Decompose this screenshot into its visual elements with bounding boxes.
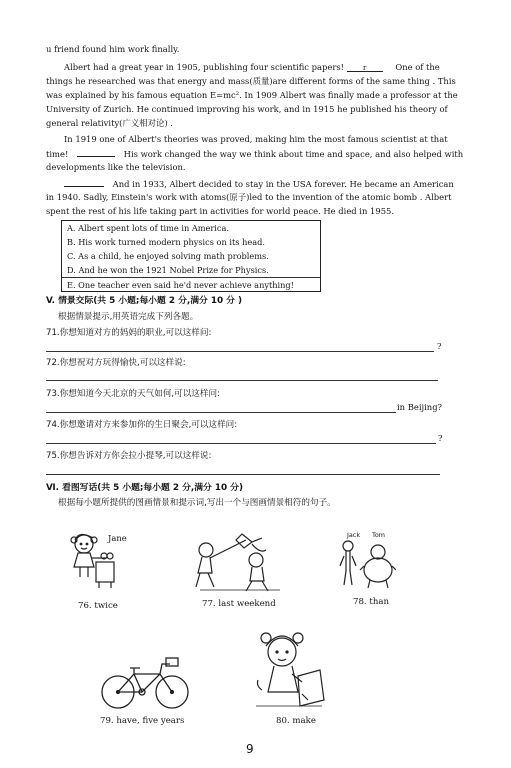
passage-line: things he researched was that energy and mass(质量)are different forms of the same thing . This — [46, 76, 456, 86]
page-number: 9 — [246, 742, 254, 756]
passage-text: time! — [46, 149, 69, 159]
passage-line — [64, 62, 445, 73]
answer-line-74[interactable] — [46, 443, 436, 444]
passage-line: general relativity(广义相对论) . — [46, 118, 173, 128]
answer-line-73[interactable] — [46, 412, 396, 413]
option-a: A. Albert spent lots of time in America. — [67, 223, 229, 233]
passage-line — [64, 178, 454, 190]
bicycle-icon — [100, 656, 190, 712]
option-e: E. One teacher even said he'd never achieve anything! — [67, 280, 294, 290]
passage-line: was explained by his famous equation E=mc². In 1909 Albert was finally made a professor at the — [46, 90, 458, 100]
question-75: 75.你想告诉对方你会拉小提琴,可以这样说: — [46, 451, 212, 461]
passage-text: One of the — [395, 62, 440, 72]
passage-line: In 1919 one of Albert's theories was proved, making him the most famous scientist at that — [64, 134, 448, 144]
section-5-instruction: 根据情景提示,用英语完成下列各题。 — [58, 312, 199, 322]
section-5-title: V. 情景交际(共 5 小题;每小题 2 分,满分 10 分 ) — [46, 296, 243, 306]
label-jane: Jane — [108, 533, 127, 543]
picture-80-girl-making — [252, 628, 328, 712]
question-74-end: ? — [438, 433, 443, 443]
answer-blank-2[interactable] — [77, 148, 115, 157]
question-71: 71.你想知道对方的妈妈的职业,可以这样问: — [46, 328, 212, 338]
question-71-end: ? — [437, 341, 442, 351]
label-jack: Jack — [347, 531, 361, 539]
option-d: D. And he won the 1921 Nobel Prize for Physics. — [67, 265, 269, 275]
passage-line-0: u friend found him work finally. — [46, 44, 180, 54]
answer-line-75[interactable] — [46, 474, 440, 475]
caption-76: 76. twice — [78, 601, 118, 611]
passage-text: And in 1933, Albert decided to stay in the USA forever. He became an American — [112, 179, 454, 189]
section-6-title: Ⅵ. 看图写话(共 5 小题;每小题 2 分,满分 10 分) — [46, 483, 243, 493]
caption-79: 79. have, five years — [100, 716, 185, 726]
passage-line: University of Zurich. He continued improving his work, and in 1915 he published his theory of — [46, 104, 448, 114]
answer-blank-3[interactable] — [64, 178, 104, 187]
passage-text: Albert had a great year in 1905, publishing four scientific papers! — [64, 62, 345, 72]
answer-line-72[interactable] — [46, 380, 438, 381]
passage-line: spent the rest of his life taking part in activities for world peace. He died in 1955. — [46, 206, 395, 216]
passage-line: in 1940. Sadly, Einstein's work with atoms(原子)led to the invention of the atomic bomb . Albert — [46, 192, 452, 202]
picture-78-jack-tom — [336, 538, 396, 590]
answer-blank-1[interactable] — [347, 63, 383, 72]
caption-80: 80. make — [276, 716, 316, 726]
section-6-instruction: 根据每小题所提供的图画情景和提示词,写出一个与图画情景相符的句子。 — [58, 498, 336, 508]
thin-and-fat-boys-icon — [336, 538, 396, 590]
picture-77-kite — [190, 528, 280, 594]
question-73: 73.你想知道今天北京的天气如何,可以这样问: — [46, 389, 220, 399]
label-tom: Tom — [372, 531, 385, 539]
caption-78: 78. than — [353, 597, 390, 607]
option-b: B. His work turned modern physics on its head. — [67, 237, 265, 247]
girl-making-card-icon — [252, 628, 328, 712]
handwritten-mark: r — [363, 64, 367, 72]
question-74: 74.你想邀请对方来参加你的生日聚会,可以这样问: — [46, 420, 238, 430]
option-c: C. As a child, he enjoyed solving math problems. — [67, 251, 269, 261]
kite-flying-icon — [190, 528, 280, 594]
question-73-end: in Beijing? — [397, 402, 443, 412]
options-box — [61, 220, 321, 292]
answer-line-71[interactable] — [46, 351, 434, 352]
caption-77: 77. last weekend — [202, 599, 276, 609]
picture-79-bicycle — [100, 656, 190, 712]
passage-text: His work changed the way we think about time and space, and also helped with — [123, 149, 464, 159]
passage-line — [46, 148, 464, 160]
question-72: 72.你想祝对方玩得愉快,可以这样说: — [46, 358, 186, 368]
passage-line: developments like the television. — [46, 162, 186, 172]
